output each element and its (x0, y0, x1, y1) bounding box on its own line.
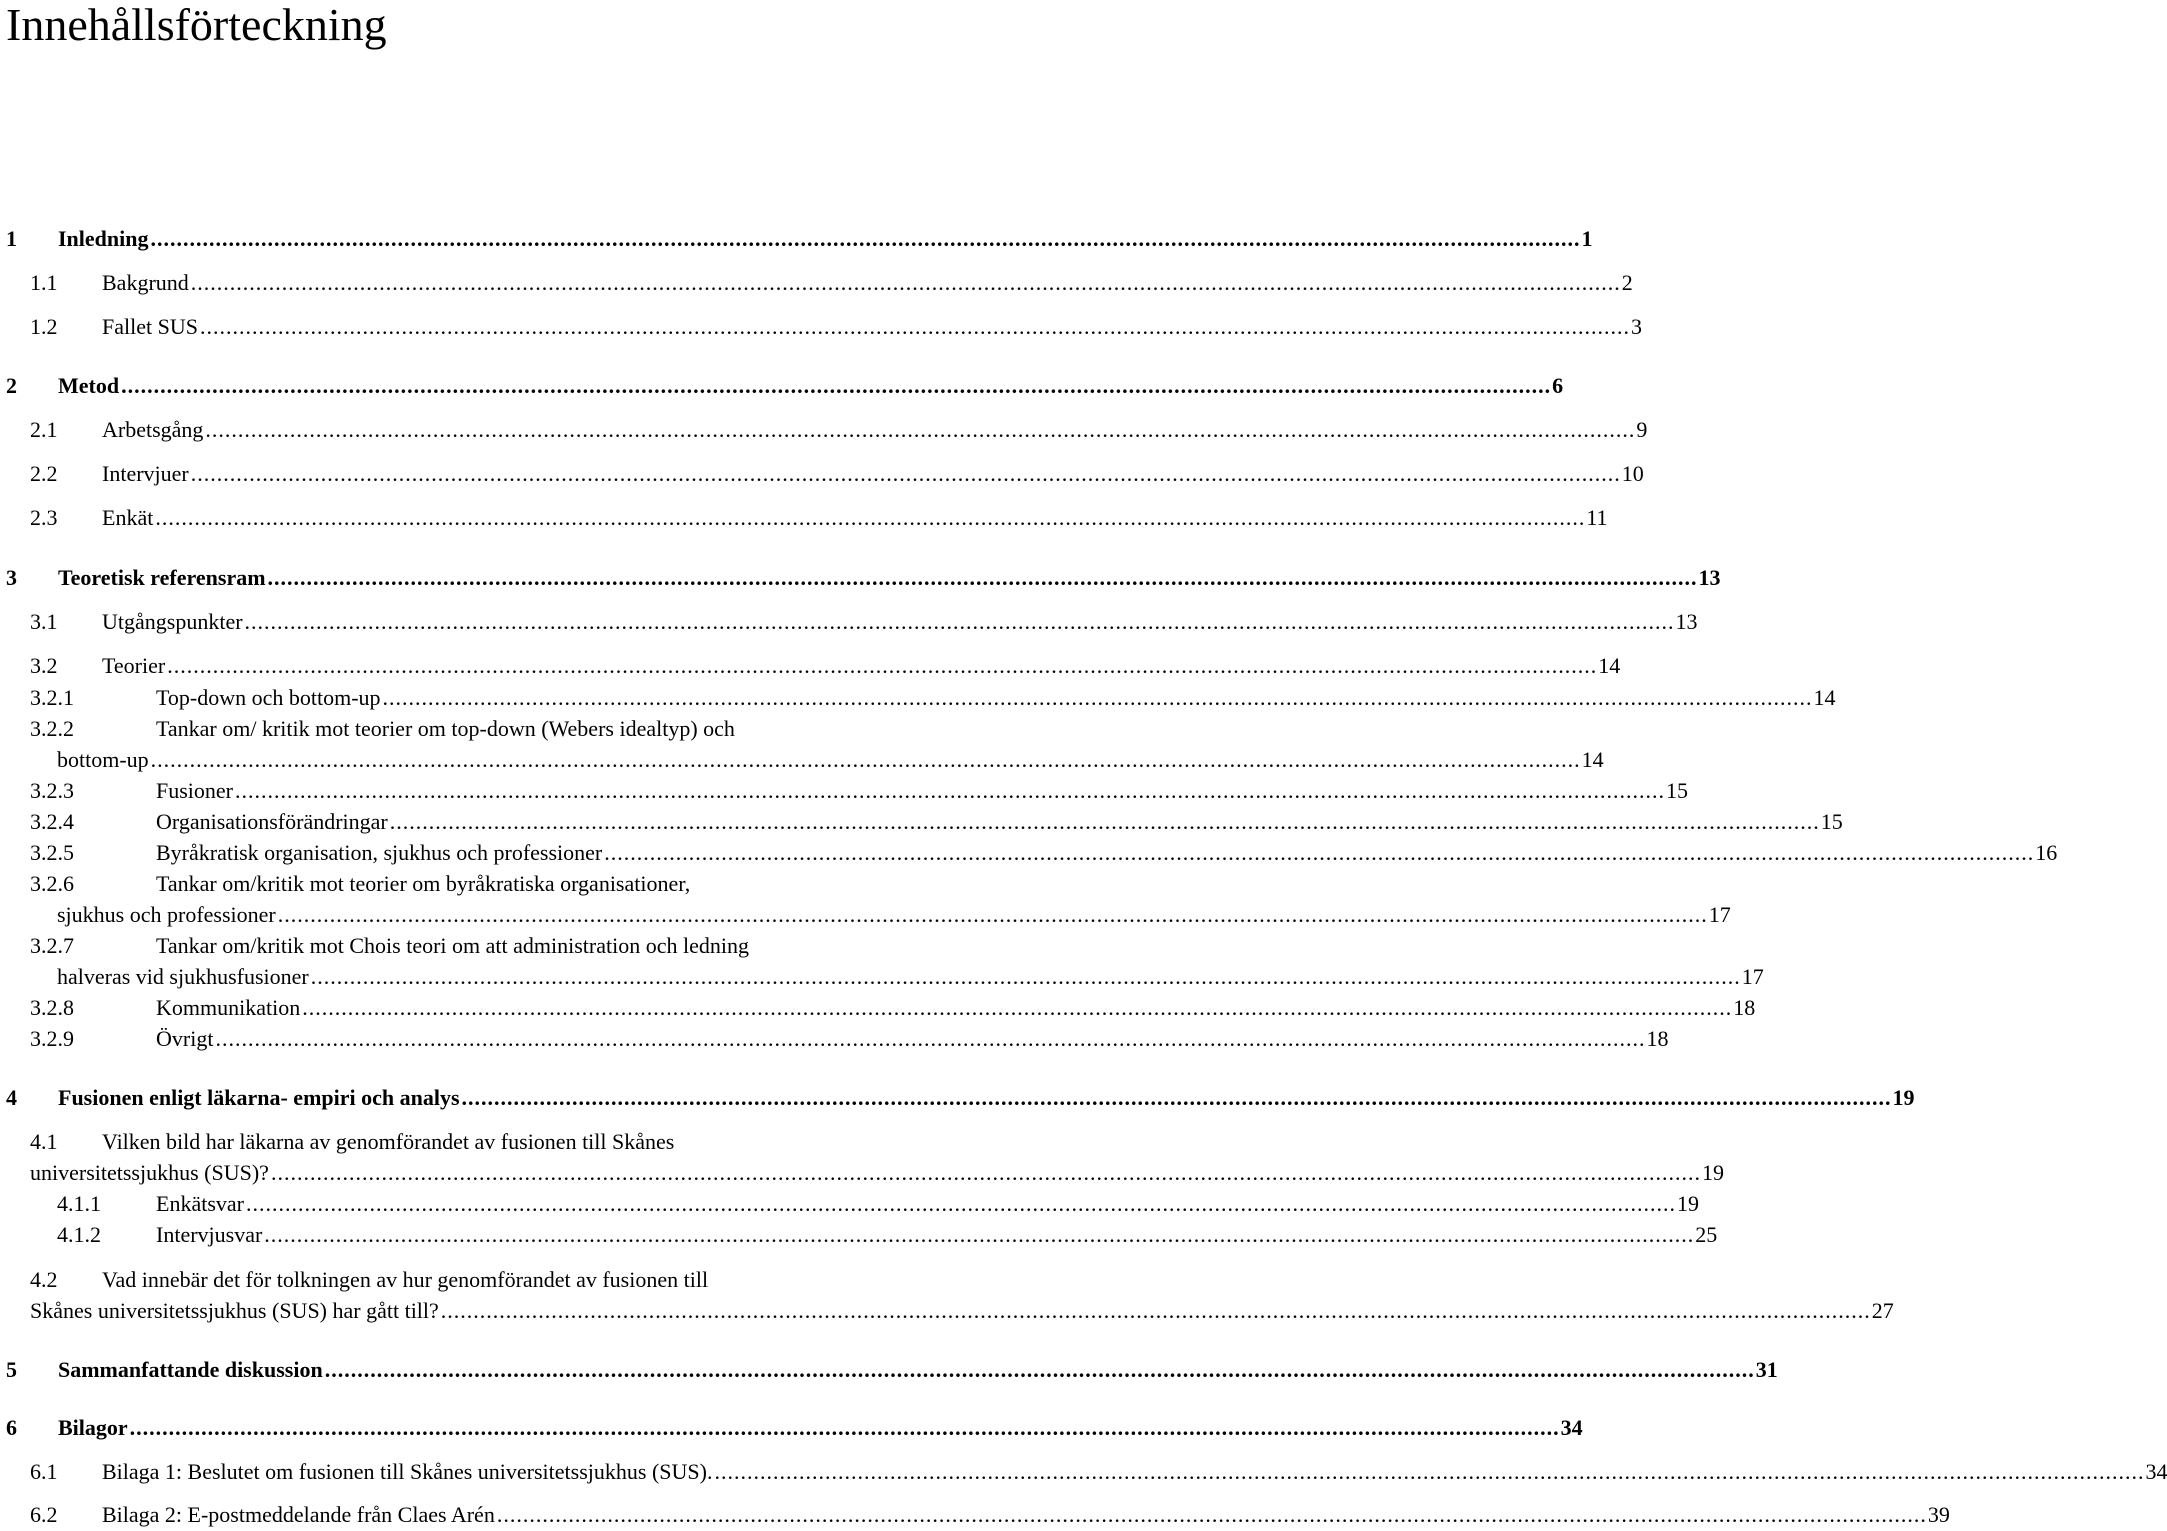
toc-leader-dots (497, 1500, 1927, 1530)
page-title: Innehållsförteckning (6, 0, 387, 50)
toc-title: Intervjuer (102, 461, 189, 486)
toc-number: 3.2 (30, 653, 58, 678)
toc-entry-3-2-8[interactable] (30, 993, 1756, 1023)
toc-title: Utgångspunkter (102, 609, 243, 634)
toc-number: 3.2.7 (30, 933, 74, 958)
toc-title: Fusionen enligt läkarna- empiri och analys (58, 1085, 460, 1110)
toc-page-number: 34 (2145, 1459, 2167, 1484)
toc-page-number: 16 (2035, 840, 2058, 865)
toc-page-number: 1 (1581, 226, 1593, 251)
toc-page-number: 11 (1586, 505, 1608, 530)
toc-entry-4-1-first-line[interactable] (30, 1127, 960, 1157)
toc-leader-dots (155, 503, 1585, 533)
toc-leader-dots (311, 962, 1741, 992)
toc-page-number: 17 (1741, 964, 1764, 989)
toc-number: 4.1.1 (57, 1191, 101, 1216)
toc-entry-3[interactable] (6, 563, 1721, 593)
toc-title: Tankar om/kritik mot Chois teori om att administration och ledning (156, 933, 749, 958)
toc-leader-dots (271, 1158, 1701, 1188)
toc-title: Sammanfattande diskussion (58, 1357, 323, 1382)
toc-page-number: 18 (1646, 1026, 1669, 1051)
toc-number: 1.1 (30, 270, 58, 295)
toc-number: 3.2.3 (30, 778, 74, 803)
toc-title: Fallet SUS (102, 314, 198, 339)
toc-leader-dots (191, 459, 1621, 489)
toc-number: 2.2 (30, 461, 58, 486)
toc-title: Kommunikation (156, 995, 301, 1020)
toc-entry-6-1[interactable] (30, 1457, 2167, 1487)
toc-leader-dots (268, 563, 1698, 593)
toc-entry-3-2[interactable] (30, 651, 1621, 681)
toc-title: Vilken bild har läkarna av genomförandet av fusionen till Skånes (102, 1129, 675, 1154)
toc-entry-2-3[interactable] (30, 503, 1608, 533)
toc-entry-3-2-2[interactable] (57, 745, 1604, 775)
toc-number: 1 (6, 226, 17, 251)
toc-page-number: 15 (1820, 809, 1843, 834)
toc-page-number: 19 (1701, 1160, 1724, 1185)
toc-entry-1[interactable] (6, 224, 1593, 254)
toc-entry-1-2[interactable] (30, 312, 1642, 342)
toc-entry-3-2-1[interactable] (30, 683, 1836, 713)
toc-number: 4.1.2 (57, 1222, 101, 1247)
toc-number: 2 (6, 373, 17, 398)
toc-leader-dots (245, 607, 1675, 637)
toc-title: Organisationsförändringar (156, 809, 388, 834)
toc-number: 6.1 (30, 1459, 58, 1484)
toc-page-number: 14 (1813, 685, 1836, 710)
toc-entry-3-2-3[interactable] (30, 776, 1688, 806)
toc-leader-dots (714, 1457, 2144, 1487)
toc-entry-1-1[interactable] (30, 268, 1633, 298)
toc-title: Arbetsgång (102, 417, 204, 442)
toc-number: 4.2 (30, 1267, 58, 1292)
toc-leader-dots (278, 900, 1708, 930)
toc-page-number: 14 (1598, 653, 1621, 678)
toc-entry-4[interactable] (6, 1083, 1915, 1113)
toc-number: 4 (6, 1085, 17, 1110)
toc-page-number: 6 (1552, 373, 1564, 398)
toc-title: Top-down och bottom-up (156, 685, 381, 710)
toc-entry-3-1[interactable] (30, 607, 1698, 637)
toc-number: 3.2.5 (30, 840, 74, 865)
toc-leader-dots (302, 993, 1732, 1023)
toc-page-number: 13 (1698, 565, 1721, 590)
toc-number: 6.2 (30, 1502, 58, 1527)
toc-number: 3.1 (30, 609, 58, 634)
toc-entry-4-2[interactable] (30, 1296, 1894, 1326)
toc-entry-2[interactable] (6, 371, 1564, 401)
toc-title-continuation: sjukhus och professioner (57, 902, 276, 927)
toc-title: Vad innebär det för tolkningen av hur genomförandet av fusionen till (102, 1267, 709, 1292)
toc-title-continuation: Skånes universitetssjukhus (SUS) har gått till? (30, 1298, 439, 1323)
toc-page-number: 15 (1666, 778, 1688, 803)
toc-page-number: 18 (1733, 995, 1756, 1020)
toc-page-number: 39 (1927, 1502, 1950, 1527)
toc-leader-dots (205, 415, 1635, 445)
toc-title-continuation: bottom-up (57, 747, 149, 772)
toc-title-continuation: universitetssjukhus (SUS)? (30, 1160, 269, 1185)
toc-title: Bilaga 1: Beslutet om fusionen till Skånes universitetssjukhus (SUS). (102, 1459, 713, 1484)
toc-entry-5[interactable] (6, 1355, 1778, 1385)
toc-leader-dots (167, 651, 1597, 681)
toc-leader-dots (151, 224, 1581, 254)
toc-leader-dots (325, 1355, 1755, 1385)
toc-title: Enkät (102, 505, 154, 530)
toc-page-number: 27 (1871, 1298, 1894, 1323)
toc-title-continuation: halveras vid sjukhusfusioner (57, 964, 309, 989)
toc-leader-dots (235, 776, 1665, 806)
toc-leader-dots (130, 1413, 1560, 1443)
toc-title: Byråkratisk organisation, sjukhus och professioner (156, 840, 603, 865)
toc-page-number: 34 (1560, 1415, 1583, 1440)
toc-title: Intervjusvar (156, 1222, 263, 1247)
toc-leader-dots (462, 1083, 1892, 1113)
toc-number: 3.2.6 (30, 871, 74, 896)
toc-page-number: 19 (1676, 1191, 1699, 1216)
toc-number: 5 (6, 1357, 17, 1382)
toc-number: 2.1 (30, 417, 58, 442)
toc-title: Bakgrund (102, 270, 189, 295)
toc-title: Enkätsvar (156, 1191, 244, 1216)
toc-entry-3-2-5[interactable] (30, 838, 2058, 868)
toc-leader-dots (200, 312, 1630, 342)
toc-entry-3-2-7-first-line[interactable] (30, 931, 960, 961)
toc-entry-4-1-1[interactable] (57, 1189, 1699, 1219)
toc-title: Bilagor (58, 1415, 128, 1440)
toc-title: Övrigt (156, 1026, 214, 1051)
toc-number: 3 (6, 565, 17, 590)
toc-leader-dots (151, 745, 1581, 775)
toc-number: 3.2.1 (30, 685, 74, 710)
toc-leader-dots (264, 1220, 1694, 1250)
toc-title: Bilaga 2: E-postmeddelande från Claes Arén (102, 1502, 495, 1527)
toc-entry-3-2-4[interactable] (30, 807, 1843, 837)
toc-title: Teoretisk referensram (58, 565, 266, 590)
toc-entry-2-2[interactable] (30, 459, 1644, 489)
toc-page-number: 19 (1892, 1085, 1915, 1110)
toc-number: 3.2.9 (30, 1026, 74, 1051)
toc-page-number: 3 (1630, 314, 1642, 339)
toc-title: Fusioner (156, 778, 233, 803)
toc-entry-4-2-first-line[interactable] (30, 1265, 960, 1295)
toc-leader-dots (383, 683, 1813, 713)
toc-number: 2.3 (30, 505, 58, 530)
toc-page-number: 13 (1675, 609, 1698, 634)
toc-entry-4-1[interactable] (30, 1158, 1724, 1188)
toc-number: 3.2.2 (30, 716, 74, 741)
toc-leader-dots (191, 268, 1621, 298)
toc-page-number: 31 (1755, 1357, 1778, 1382)
toc-entry-6-2[interactable] (30, 1500, 1950, 1530)
toc-leader-dots (390, 807, 1820, 837)
toc-number: 3.2.4 (30, 809, 74, 834)
toc-title: Metod (58, 373, 120, 398)
toc-leader-dots (441, 1296, 1871, 1326)
toc-number: 3.2.8 (30, 995, 74, 1020)
toc-title: Teorier (102, 653, 166, 678)
toc-entry-6[interactable] (6, 1413, 1583, 1443)
toc-entry-3-2-6-first-line[interactable] (30, 869, 960, 899)
toc-entry-3-2-2-first-line[interactable] (30, 714, 960, 744)
toc-page-number: 14 (1581, 747, 1604, 772)
toc-entry-3-2-7[interactable] (57, 962, 1764, 992)
toc-number: 1.2 (30, 314, 58, 339)
toc-entry-3-2-6[interactable] (57, 900, 1731, 930)
toc-title: Tankar om/ kritik mot teorier om top-down (Webers idealtyp) och (156, 716, 735, 741)
toc-entry-2-1[interactable] (30, 415, 1648, 445)
toc-page-number: 9 (1636, 417, 1648, 442)
toc-page-number: 2 (1621, 270, 1633, 295)
toc-page-number: 25 (1695, 1222, 1718, 1247)
toc-title: Inledning (58, 226, 149, 251)
toc-number: 6 (6, 1415, 17, 1440)
toc-title: Tankar om/kritik mot teorier om byråkratiska organisationer, (156, 871, 691, 896)
toc-number: 4.1 (30, 1129, 58, 1154)
toc-entry-3-2-9[interactable] (30, 1024, 1669, 1054)
toc-leader-dots (246, 1189, 1676, 1219)
toc-page-number: 17 (1708, 902, 1731, 927)
toc-leader-dots (121, 371, 1551, 401)
toc-entry-4-1-2[interactable] (57, 1220, 1718, 1250)
toc-page-number: 10 (1621, 461, 1644, 486)
toc-leader-dots (604, 838, 2034, 868)
toc-leader-dots (215, 1024, 1645, 1054)
